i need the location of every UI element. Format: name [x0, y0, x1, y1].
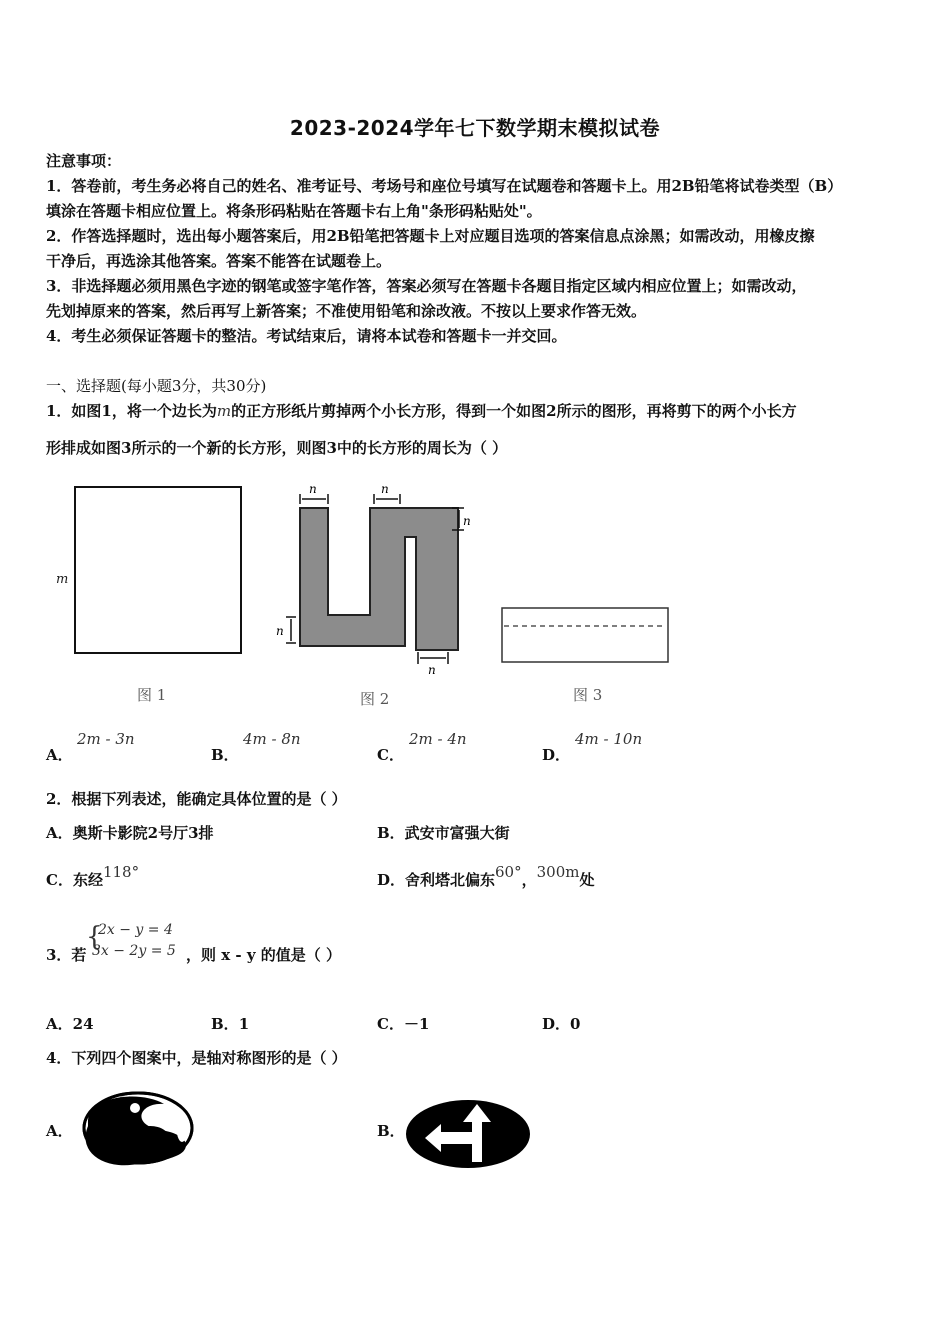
question-4-option-b-label: B． [377, 1122, 405, 1140]
note-line: 3．非选择题必须用黑色字迹的钢笔或签字笔作答，答案必须写在答题卡各题目指定区域内相应位置上；如需改动， [46, 277, 807, 295]
question-2-option-c: C．东经118° [46, 863, 140, 889]
option-d-value: 4m - 10n [575, 730, 643, 748]
option-d-label: D． [542, 746, 571, 764]
option-c-value: 2m - 4n [409, 730, 467, 748]
figure-1-caption: 图 1 [137, 686, 167, 704]
brace-icon: { [86, 922, 103, 952]
option-b-value: 4m - 8n [243, 730, 301, 748]
question-4-stem: 4．下列四个图案中，是轴对称图形的是（ ） [46, 1049, 347, 1067]
question-2-option-a: A．奥斯卡影院2号厅3排 [46, 824, 214, 842]
figure-2 [270, 480, 480, 680]
question-4-option-a-label: A． [46, 1122, 73, 1140]
question-3-option-c: C．－1 [377, 1015, 430, 1033]
figure-3 [495, 600, 680, 670]
figure-2-caption: 图 2 [360, 690, 390, 708]
n-label: n [276, 624, 284, 638]
n-label: n [428, 663, 436, 677]
question-3-prefix: 3．若 [46, 946, 87, 964]
yin-yang-icon [80, 1090, 196, 1166]
n-label: n [463, 514, 471, 528]
figure-3-caption: 图 3 [573, 686, 603, 704]
n-label: n [309, 482, 317, 496]
note-line: 4．考生必须保证答题卡的整洁。考试结束后，请将本试卷和答题卡一并交回。 [46, 327, 567, 345]
turn-arrow-sign-icon [403, 1098, 533, 1170]
n-label: n [381, 482, 389, 496]
rectangle-shape [502, 608, 668, 662]
equation-2: 3x − 2y = 5 [92, 943, 176, 959]
note-line: 1．答卷前，考生务必将自己的姓名、准考证号、考场号和座位号填写在试题卷和答题卡上。用2B铅笔将试卷类型（B） [46, 177, 843, 195]
note-line: 填涂在答题卡相应位置上。将条形码粘贴在答题卡右上角"条形码粘贴处"。 [46, 202, 542, 220]
fig1-m-label: m [56, 572, 69, 587]
question-1-line-1: 1．如图1，将一个边长为m的正方形纸片剪掉两个小长方形，得到一个如图2所示的图形，再将剪下的两个小长方 [46, 402, 797, 420]
section-heading: 一、选择题(每小题3分，共30分) [46, 377, 267, 395]
note-line: 先划掉原来的答案，然后再写上新答案；不准使用铅笔和涂改液。不按以上要求作答无效。 [46, 302, 647, 320]
question-3-option-d: D．0 [542, 1015, 581, 1033]
question-3-option-a: A．24 [46, 1015, 94, 1033]
question-3-option-b: B．1 [211, 1015, 250, 1033]
question-2-option-b: B．武安市富强大街 [377, 824, 510, 842]
question-2-stem: 2．根据下列表述，能确定具体位置的是（ ） [46, 790, 347, 808]
equation-1: 2x − y = 4 [98, 922, 173, 938]
figure-1 [50, 480, 260, 660]
note-line: 干净后，再选涂其他答案。答案不能答在试题卷上。 [46, 252, 392, 270]
option-a-value: 2m - 3n [77, 730, 135, 748]
question-1-line-2: 形排成如图3所示的一个新的长方形，则图3中的长方形的周长为（ ） [46, 439, 508, 457]
option-b-label: B． [211, 746, 239, 764]
cut-shape [300, 508, 458, 650]
option-c-label: C． [377, 746, 404, 764]
square-shape [75, 487, 241, 653]
option-a-label: A． [46, 746, 73, 764]
notes-heading: 注意事项： [46, 152, 122, 170]
page-title: 2023-2024学年七下数学期末模拟试卷 [289, 116, 661, 140]
question-3-suffix: ，则 x - y 的值是（ ） [186, 946, 341, 964]
question-2-option-d: D．舍利塔北偏东60°，300m处 [377, 863, 595, 889]
note-line: 2．作答选择题时，选出每小题答案后，用2B铅笔把答题卡上对应题目选项的答案信息点涂黑；如需改动，用橡皮擦 [46, 227, 815, 245]
